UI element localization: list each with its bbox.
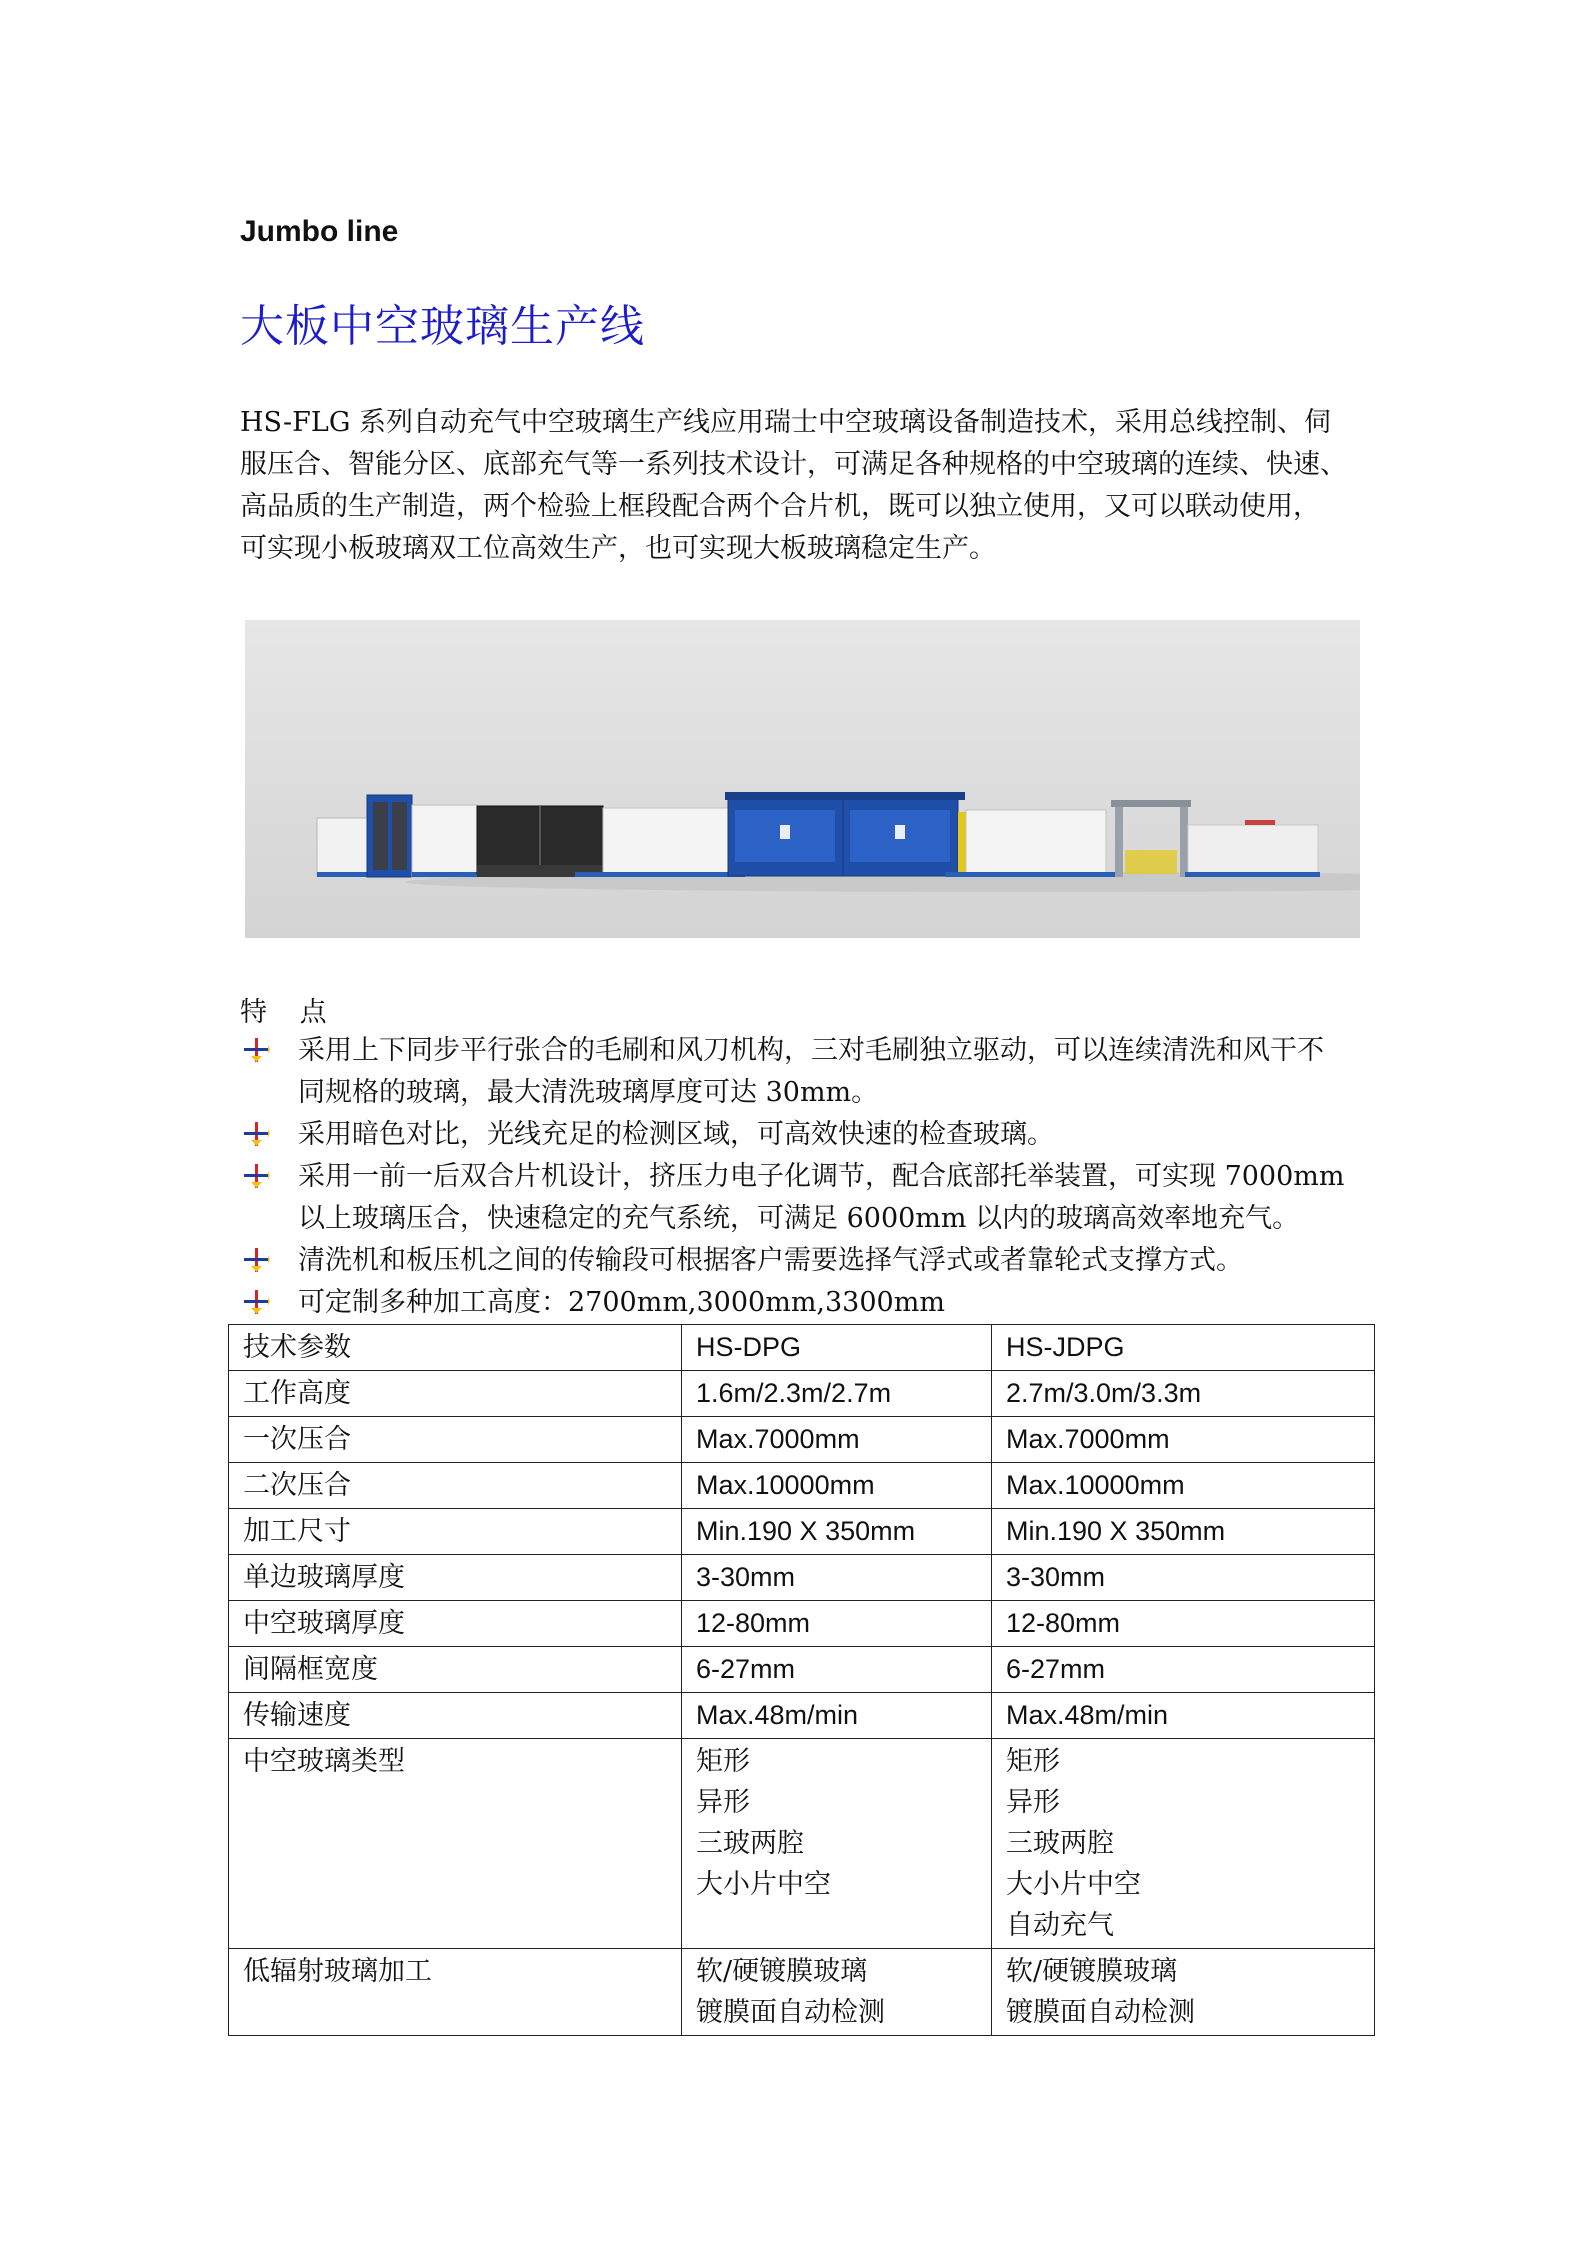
bullet-arrow-icon [244, 1038, 270, 1062]
cell-value: Max.7000mm [1006, 1424, 1170, 1454]
transport-panel-1 [412, 805, 477, 877]
press-top-beam [725, 792, 965, 800]
param-cell: 中空玻璃类型 [229, 1739, 682, 1949]
feature-item [240, 1114, 1370, 1156]
production-line-image [245, 620, 1360, 938]
header-cell: HS-DPG [682, 1325, 992, 1371]
unloading-table [1188, 825, 1318, 877]
unloading-marker [1245, 820, 1275, 825]
cell-value: Max.48m/min [696, 1700, 859, 1730]
press-unit-2-logo [895, 825, 905, 839]
param-cell: 二次压合 [229, 1463, 682, 1509]
param-cell: 工作高度 [229, 1371, 682, 1417]
param-cell: 间隔框宽度 [229, 1647, 682, 1693]
cell-value: 3-30mm [696, 1562, 796, 1592]
dpg-cell [682, 1417, 992, 1463]
cell-value: 矩形 [696, 1746, 750, 1777]
frame-station [603, 808, 728, 876]
table-row [229, 1509, 1375, 1555]
cell-value: 6-27mm [696, 1654, 796, 1684]
dpg-cell [682, 1601, 992, 1647]
intro-line: HS-FLG 系列自动充气中空玻璃生产线应用瑞士中空玻璃设备制造技术，采用总线控制、伺 [240, 407, 1331, 438]
feature-item [240, 1282, 1370, 1324]
cell-value: Min.190 X 350mm [1006, 1516, 1226, 1546]
intro-line: 服压合、智能分区、底部充气等一系列技术设计，可满足各种规格的中空玻璃的连续、快速、 [240, 449, 1347, 480]
assembly-table [966, 810, 1106, 876]
cell-value: 软/硬镀膜玻璃 [1006, 1956, 1178, 1987]
table-row [229, 1949, 1375, 2036]
cell-value: Min.190 X 350mm [696, 1516, 916, 1546]
cell-value: Max.10000mm [696, 1470, 875, 1500]
feature-line: 以上玻璃压合，快速稳定的充气系统，可满足 6000mm 以内的玻璃高效率地充气。 [298, 1203, 1300, 1234]
cell-value: 12-80mm [696, 1608, 811, 1638]
washer-door-left [373, 802, 388, 870]
cell-value: 软/硬镀膜玻璃 [696, 1956, 868, 1987]
table-row [229, 1371, 1375, 1417]
jdpg-cell [992, 1371, 1375, 1417]
cell-value: 大小片中空 [1006, 1869, 1141, 1900]
chinese-title: 大板中空玻璃生产线 [240, 301, 645, 352]
jdpg-cell [992, 1949, 1375, 2036]
cell-value: 异形 [1006, 1787, 1060, 1818]
table-row [229, 1463, 1375, 1509]
cell-value: 三玻两腔 [1006, 1828, 1114, 1859]
transport-conveyor-3 [945, 872, 1115, 877]
cell-value: 1.6m/2.3m/2.7m [696, 1378, 892, 1408]
gantry-beam [1111, 800, 1191, 807]
cell-value: Max.7000mm [696, 1424, 860, 1454]
cell-value: 12-80mm [1006, 1608, 1121, 1638]
dpg-cell [682, 1739, 992, 1949]
param-cell: 加工尺寸 [229, 1509, 682, 1555]
header-cell: HS-JDPG [992, 1325, 1375, 1371]
bullet-arrow-icon [244, 1248, 270, 1272]
cell-value: 镀膜面自动检测 [1006, 1997, 1195, 2028]
jdpg-cell [992, 1739, 1375, 1949]
dpg-cell [682, 1693, 992, 1739]
feature-line: 采用暗色对比，光线充足的检测区域，可高效快速的检查玻璃。 [298, 1119, 1054, 1150]
header-cell: 技术参数 [229, 1325, 682, 1371]
gantry-post-left [1115, 805, 1123, 877]
param-cell: 传输速度 [229, 1693, 682, 1739]
bullet-arrow-icon [244, 1122, 270, 1146]
feature-line: 同规格的玻璃，最大清洗玻璃厚度可达 30mm。 [298, 1077, 879, 1108]
table-row [229, 1417, 1375, 1463]
cell-value: 镀膜面自动检测 [696, 1997, 885, 2028]
jdpg-cell [992, 1693, 1375, 1739]
cell-value: Max.10000mm [1006, 1470, 1185, 1500]
gas-filler [1125, 850, 1177, 874]
feature-item [240, 1240, 1370, 1282]
jdpg-cell [992, 1463, 1375, 1509]
cell-value: 异形 [696, 1787, 750, 1818]
dpg-cell [682, 1949, 992, 2036]
dpg-cell [682, 1555, 992, 1601]
table-row [229, 1647, 1375, 1693]
jdpg-cell [992, 1555, 1375, 1601]
feature-item [240, 1156, 1370, 1240]
intro-line: 可实现小板玻璃双工位高效生产，也可实现大板玻璃稳定生产。 [240, 533, 996, 564]
features-list [240, 1030, 1370, 1324]
cell-value: 6-27mm [1006, 1654, 1106, 1684]
jdpg-cell [992, 1647, 1375, 1693]
loading-table [317, 818, 367, 876]
jdpg-cell [992, 1601, 1375, 1647]
feature-line: 采用一前一后双合片机设计，挤压力电子化调节，配合底部托举装置，可实现 7000mm [298, 1161, 1345, 1192]
transport-conveyor-2 [575, 872, 745, 877]
table-row [229, 1693, 1375, 1739]
feature-line: 采用上下同步平行张合的毛刷和风刀机构，三对毛刷独立驱动，可以连续清洗和风干不 [298, 1035, 1324, 1066]
param-cell: 一次压合 [229, 1417, 682, 1463]
table-row [229, 1601, 1375, 1647]
dpg-cell [682, 1463, 992, 1509]
cell-value: Max.48m/min [1006, 1700, 1169, 1730]
feature-line: 可定制多种加工高度：2700mm,3000mm,3300mm [298, 1287, 945, 1318]
english-title: Jumbo line [240, 215, 399, 248]
feature-line: 清洗机和板压机之间的传输段可根据客户需要选择气浮式或者靠轮式支撑方式。 [298, 1245, 1243, 1276]
press-unit-1-logo [780, 825, 790, 839]
dpg-cell [682, 1509, 992, 1555]
cell-value: 矩形 [1006, 1746, 1060, 1777]
washer-door-right [392, 802, 407, 870]
intro-paragraph [240, 402, 1360, 570]
spec-table [228, 1324, 1375, 2036]
table-row [229, 1739, 1375, 1949]
param-cell: 中空玻璃厚度 [229, 1601, 682, 1647]
table-header-row [229, 1325, 1375, 1371]
press-accent [958, 812, 966, 872]
features-heading: 特 点 [240, 997, 339, 1028]
loading-conveyor [317, 872, 367, 877]
bullet-arrow-icon [244, 1290, 270, 1314]
cell-value: 自动充气 [1006, 1910, 1114, 1941]
param-cell: 低辐射玻璃加工 [229, 1949, 682, 2036]
intro-line: 高品质的生产制造，两个检验上框段配合两个合片机，既可以独立使用，又可以联动使用， [240, 491, 1320, 522]
transport-conveyor-4 [1185, 872, 1320, 877]
cell-value: 三玻两腔 [696, 1828, 804, 1859]
bullet-arrow-icon [244, 1164, 270, 1188]
feature-item [240, 1030, 1370, 1114]
cell-value: 2.7m/3.0m/3.3m [1006, 1378, 1202, 1408]
production-line-illustration [245, 620, 1360, 938]
gantry-post-right [1180, 805, 1188, 877]
dpg-cell [682, 1371, 992, 1417]
cell-value: 大小片中空 [696, 1869, 831, 1900]
table-row [229, 1555, 1375, 1601]
cell-value: 3-30mm [1006, 1562, 1106, 1592]
param-cell: 单边玻璃厚度 [229, 1555, 682, 1601]
jdpg-cell [992, 1509, 1375, 1555]
dpg-cell [682, 1647, 992, 1693]
jdpg-cell [992, 1417, 1375, 1463]
